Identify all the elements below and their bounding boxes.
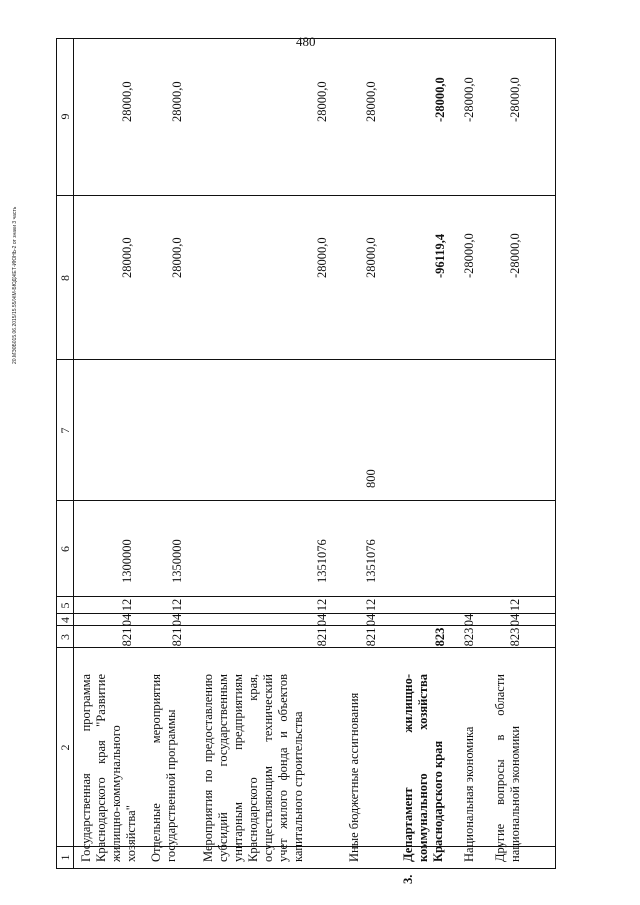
row-1-c5: 12 <box>120 598 134 612</box>
row-6-name: Национальная экономика <box>462 726 476 862</box>
row-1-c9: 28000,0 <box>120 81 134 122</box>
col-header-2: 2 <box>57 744 72 751</box>
budget-table <box>56 38 556 884</box>
row-7-c5: 12 <box>508 598 522 612</box>
row-7-c9: -28000,0 <box>508 77 522 122</box>
row-3-c5: 12 <box>315 598 329 612</box>
row-2-c5: 12 <box>170 598 184 612</box>
row-4-c5: 12 <box>364 598 378 612</box>
row-2-name: Отдельные мероприятия государственной программы <box>149 674 178 862</box>
row-5-number: 3. <box>401 874 415 884</box>
row-3-c6: 1351076 <box>315 539 329 583</box>
footer-note: 20.МЭ0Б015.06.2015/15.55/ЖМ-БЮДЖЕТ-ИЮНЬ-2 от знаки 3 часть <box>12 206 18 364</box>
row-2-c4: 04 <box>170 613 184 627</box>
row-1-name: Государственная программа Краснодарского края "Развитие жилищно-коммунального хозяйства" <box>79 674 138 862</box>
col-header-6: 6 <box>57 546 72 552</box>
row-6-c4: 04 <box>462 613 476 627</box>
col-header-7: 7 <box>57 427 72 434</box>
row-6-c3: 823 <box>462 627 476 647</box>
row-3-c4: 04 <box>315 613 329 627</box>
row-7-c4: 04 <box>508 613 522 627</box>
row-1-c6: 1300000 <box>120 539 134 583</box>
row-5-c8: -96119,4 <box>433 233 447 278</box>
row-1-c4: 04 <box>120 613 134 627</box>
row-7-name: Другие вопросы в области национальной экономики <box>493 674 522 862</box>
row-2-c8: 28000,0 <box>170 237 184 278</box>
row-4-c7: 800 <box>364 469 378 488</box>
row-7-c3: 823 <box>508 627 522 647</box>
row-6-c9: -28000,0 <box>462 77 476 122</box>
row-1-c8: 28000,0 <box>120 237 134 278</box>
row-4-c3: 821 <box>364 627 378 647</box>
row-2-c6: 1350000 <box>170 539 184 583</box>
row-1-c3: 821 <box>120 627 134 647</box>
col-header-5: 5 <box>57 602 72 609</box>
row-3-name: Мероприятия по предоставлению субсидий государственным унитарным предприятиям Краснодарского края, осуществляющим технический учет жилого фонда и объектов капитального строительства <box>201 674 305 862</box>
col-header-4: 4 <box>57 617 72 623</box>
row-5-c3: 823 <box>433 627 447 647</box>
row-4-c6: 1351076 <box>364 539 378 583</box>
row-7-c8: -28000,0 <box>508 233 522 278</box>
row-3-c8: 28000,0 <box>315 237 329 278</box>
col-header-8: 8 <box>57 275 72 281</box>
row-2-c3: 821 <box>170 627 184 647</box>
row-5-name: Департамент жилищно-коммунального хозяйства Краснодарского края <box>401 674 445 862</box>
row-4-c4: 04 <box>364 613 378 627</box>
row-4-name: Иные бюджетные ассигнования <box>347 692 361 862</box>
col-header-1: 1 <box>57 854 72 861</box>
row-2-c9: 28000,0 <box>170 81 184 122</box>
col-header-9: 9 <box>57 113 72 120</box>
row-4-c9: 28000,0 <box>364 81 378 122</box>
row-5-c9: -28000,0 <box>433 77 447 122</box>
row-4-c8: 28000,0 <box>364 237 378 278</box>
row-3-c3: 821 <box>315 627 329 647</box>
row-3-c9: 28000,0 <box>315 81 329 122</box>
row-6-c8: -28000,0 <box>462 233 476 278</box>
page-number: 480 <box>296 34 316 49</box>
col-header-3: 3 <box>57 634 72 640</box>
